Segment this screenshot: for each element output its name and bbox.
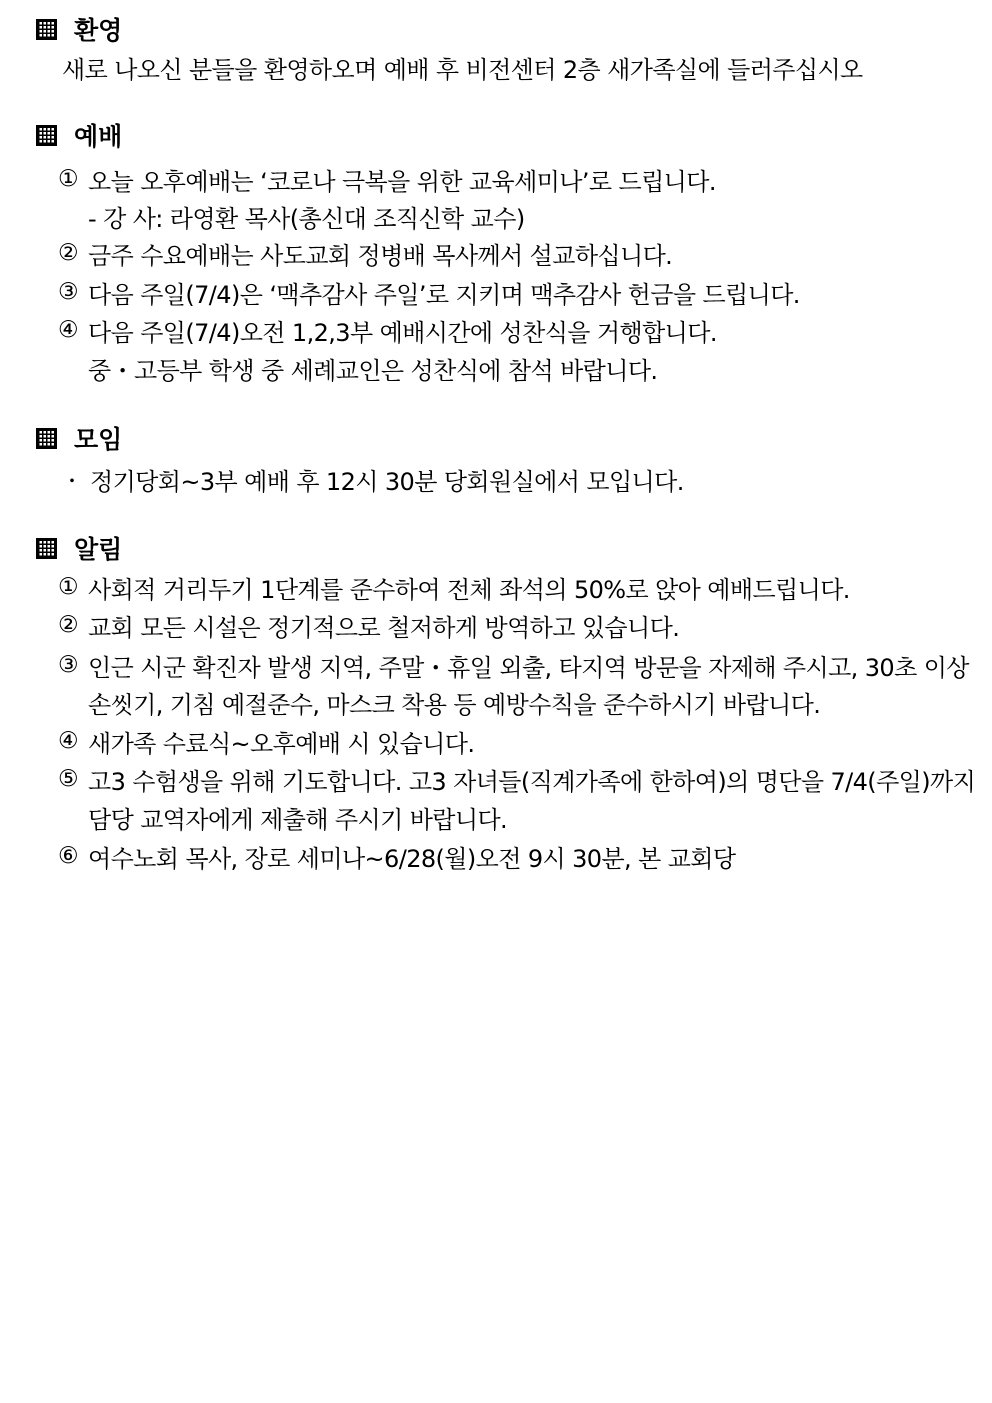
- line-text: 인근 시군 확진자 발생 지역, 주말・휴일 외출, 타지역 방문을 자제해 주시고, 30초 이상: [88, 653, 969, 682]
- list-item: [58, 275, 800, 309]
- list-item: [58, 762, 975, 796]
- line-text: 새로 나오신 분들을 환영하오며 예배 후 비전센터 2층 새가족실에 들러주십시오: [62, 55, 863, 84]
- list-item: [58, 608, 679, 642]
- list-item: [58, 236, 672, 270]
- hatched-square-icon: [36, 538, 57, 559]
- line-text: 새가족 수료식~오후예배 시 있습니다.: [88, 729, 475, 758]
- item-number: ③: [58, 279, 79, 305]
- list-item: [58, 724, 474, 758]
- section-title: 예배: [74, 122, 123, 151]
- list-item: [58, 648, 969, 682]
- section-title: 환영: [74, 16, 123, 45]
- bullet-dot: ・: [62, 468, 82, 493]
- list-item: [58, 313, 717, 347]
- list-item: [58, 570, 850, 604]
- section-title: 알림: [74, 535, 123, 564]
- item-number: ①: [58, 166, 79, 192]
- line-text: 사회적 거리두기 1단계를 준수하여 전체 좌석의 50%로 앉아 예배드립니다.: [88, 575, 850, 604]
- line-text: 오늘 오후예배는 ‘코로나 극복을 위한 교육세미나’로 드립니다.: [88, 167, 716, 196]
- list-item: [58, 839, 735, 873]
- list-item: [58, 162, 716, 196]
- line-text: 여수노회 목사, 장로 세미나~6/28(월)오전 9시 30분, 본 교회당: [88, 844, 736, 873]
- item-number: ⑥: [58, 843, 79, 869]
- item-number: ②: [58, 612, 79, 638]
- hatched-square-icon: [36, 19, 57, 40]
- line-text: 담당 교역자에게 제출해 주시기 바랍니다.: [88, 805, 508, 834]
- line-text: 교회 모든 시설은 정기적으로 철저하게 방역하고 있습니다.: [88, 613, 680, 642]
- section-heading: [36, 12, 122, 46]
- item-number: ③: [58, 652, 79, 678]
- list-item: [62, 462, 684, 496]
- line-text: 다음 주일(7/4)은 ‘맥추감사 주일’로 지키며 맥추감사 헌금을 드립니다.: [88, 280, 800, 309]
- line-text: 다음 주일(7/4)오전 1,2,3부 예배시간에 성찬식을 거행합니다.: [88, 318, 717, 347]
- hatched-square-icon: [36, 428, 57, 449]
- item-number: ②: [58, 240, 79, 266]
- list-item-continuation: [88, 199, 525, 233]
- hatched-square-icon: [36, 125, 57, 146]
- list-item-continuation: [88, 800, 507, 834]
- line-text: 중・고등부 학생 중 세례교인은 성찬식에 참석 바랍니다.: [88, 356, 658, 385]
- section-heading: [36, 118, 122, 152]
- welcome-line: [62, 50, 863, 84]
- line-text: 고3 수험생을 위해 기도합니다. 고3 자녀들(직계가족에 한하여)의 명단을 7/4(주일)까지: [88, 767, 976, 796]
- section-heading: [36, 421, 122, 455]
- line-text: - 강 사: 라영환 목사(총신대 조직신학 교수): [88, 204, 525, 233]
- item-number: ⑤: [58, 766, 79, 792]
- list-item-continuation: [88, 685, 820, 719]
- line-text: 손씻기, 기침 예절준수, 마스크 착용 등 예방수칙을 준수하시기 바랍니다.: [88, 690, 821, 719]
- list-item-continuation: [88, 351, 657, 385]
- item-number: ④: [58, 317, 79, 343]
- item-number: ④: [58, 728, 79, 754]
- line-text: 금주 수요예배는 사도교회 정병배 목사께서 설교하십니다.: [88, 241, 673, 270]
- section-heading: [36, 531, 122, 565]
- item-number: ①: [58, 574, 79, 600]
- section-title: 모임: [74, 425, 123, 454]
- line-text: 정기당회~3부 예배 후 12시 30분 당회원실에서 모입니다.: [90, 467, 684, 496]
